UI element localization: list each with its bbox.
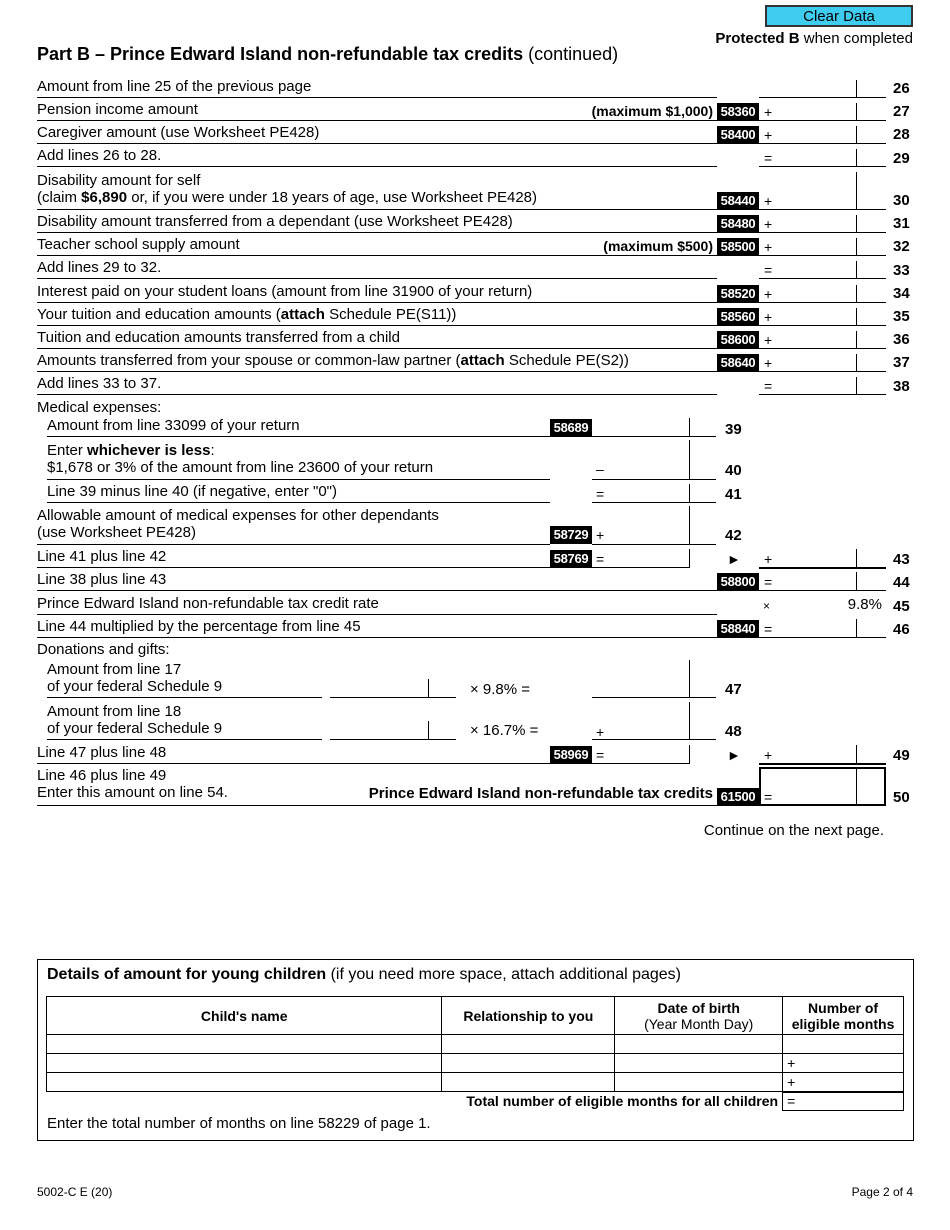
divider [37,590,717,591]
amount-underline [330,739,456,740]
line-49-left-amount-input[interactable] [610,746,688,763]
line-40-label-1 [47,442,215,459]
row-op: + [787,1055,796,1071]
line-50-amount-input[interactable] [776,786,855,803]
divider [37,394,717,395]
table-row [47,1073,904,1092]
line-35-label-c: Schedule PE(S11)) [324,306,457,323]
line-37-code: 58640 [717,354,759,372]
line-40-label-1b: whichever is less [87,442,211,459]
line-48-label-1: Amount from line 18 [47,703,182,720]
line-34-amount-input[interactable] [776,285,855,302]
line-30-label-2c: or, if you were under 18 years of age, use Worksheet PE428) [127,189,538,206]
young-children-title [47,966,681,984]
line-35-label [37,306,456,323]
line-36-label: Tuition and education amounts transferred from a child [37,329,400,346]
line-30-label-2b: $6,890 [81,189,128,206]
col-child-name: Child's name [47,997,442,1035]
line-27-code: 58360 [717,103,759,121]
divider [37,544,550,545]
divider [856,549,857,568]
line-26-amount-input[interactable] [760,80,855,97]
line-33-label: Add lines 29 to 32. [37,259,162,276]
divider [37,97,717,98]
amount-underline [592,502,716,503]
line-49-label: Line 47 plus line 48 [37,744,167,761]
line-30-op: + [764,193,773,209]
line-33-number: 33 [893,262,910,279]
line-48-amount-input[interactable] [610,722,688,739]
divider [689,745,690,764]
line-50-label-2: Enter this amount on line 54. [37,784,228,801]
line-30-number: 30 [893,192,910,209]
divider [689,549,690,568]
amount-underline [330,697,456,698]
col-months-1: Number of [808,999,879,1016]
col-months-2: eligible months [791,1015,895,1032]
line-26-label: Amount from line 25 of the previous page [37,78,312,95]
amount-underline [759,143,886,144]
divider [37,637,717,638]
divider [856,103,857,121]
line-40-amount-input[interactable] [610,462,688,479]
divider [856,149,857,167]
relationship-cell[interactable] [442,1035,615,1054]
line-36-number: 36 [893,331,910,348]
amount-underline [759,232,886,233]
line-32-amount-input[interactable] [776,238,855,255]
protected-notice [715,30,913,47]
divider [856,308,857,326]
line-49-op2: + [764,747,773,763]
divider [37,120,717,121]
line-45-number: 45 [893,598,910,615]
line-35-number: 35 [893,308,910,325]
divider [37,302,717,303]
divider [689,440,690,480]
divider [856,572,857,591]
line-27-label: Pension income amount [37,101,198,118]
divider [689,702,690,740]
line-35-label-a: Your tuition and education amounts ( [37,306,281,323]
divider [689,418,690,437]
form-id: 5002-C E (20) [37,1185,113,1199]
amount-underline [592,479,716,480]
line-42-amount-input[interactable] [610,527,688,544]
divider [47,436,550,437]
line-45-op: × [763,599,771,613]
amount-underline [759,371,886,372]
young-children-title-rest: (if you need more space, attach additional pages) [326,966,682,983]
line-31-amount-input[interactable] [776,215,855,232]
line-47-number: 47 [725,681,742,698]
line-44-amount-input[interactable] [776,573,855,590]
arrow-right-icon: ► [727,551,741,567]
line-45-label: Prince Edward Island non-refundable tax credit rate [37,595,379,612]
line-26-number: 26 [893,80,910,97]
line-35-code: 58560 [717,308,759,326]
divider [689,660,690,698]
line-48-multiplier: × 16.7% = [470,722,539,739]
divider [37,325,717,326]
line-46-amount-input[interactable] [776,620,855,637]
line-42-op: + [596,527,605,543]
amount-underline [759,166,886,167]
line-40-label-2: $1,678 or 3% of the amount from line 23600 of your return [47,459,434,476]
line-30-label-2 [37,189,537,206]
line-48-number: 48 [725,723,742,740]
amount-underline [759,325,886,326]
amount-underline [759,97,886,98]
amount-underline [592,544,716,545]
amount-underline [592,697,716,698]
line-35-label-b: attach [280,306,325,323]
line-37-label-c: Schedule PE(S2)) [504,352,629,369]
line-28-code: 58400 [717,126,759,144]
divider [856,331,857,349]
line-40-label-1c: : [210,442,215,459]
amount-underline [759,567,886,569]
line-28-label: Caregiver amount (use Worksheet PE428) [37,124,320,141]
line-44-number: 44 [893,574,910,591]
divider [37,232,717,233]
line-40-label-1a: Enter [47,442,88,459]
line-34-op: + [764,286,773,302]
line-28-amount-input[interactable] [776,126,855,143]
amount-underline [592,436,716,437]
line-49-amount-input[interactable] [776,746,855,763]
col-dob-sub: (Year Month Day) [644,1015,754,1032]
amount-underline [592,567,689,568]
line-28-number: 28 [893,126,910,143]
divider [37,278,717,279]
dob-cell[interactable] [615,1054,783,1073]
line-27-op: + [764,104,773,120]
line-32-code: 58500 [717,238,759,256]
line-31-number: 31 [893,215,910,232]
amount-underline [759,278,886,279]
line-38-number: 38 [893,378,910,395]
line-40-number: 40 [725,462,742,479]
divider [856,377,857,395]
col-date-of-birth [615,997,783,1035]
col-relationship: Relationship to you [442,997,615,1035]
line-45-rate: 9.8% [847,596,882,613]
line-42-label-2: (use Worksheet PE428) [37,524,196,541]
amount-underline [759,763,886,765]
dob-cell[interactable] [615,1035,783,1054]
line-43-number: 43 [893,551,910,568]
line-29-number: 29 [893,150,910,167]
young-children-title-bold: Details of amount for young children [47,966,327,983]
divider [856,126,857,144]
line-47-label-1: Amount from line 17 [47,661,182,678]
row-op: + [787,1073,796,1090]
amount-underline [759,348,886,349]
divider [37,614,717,615]
child-name-cell[interactable] [47,1073,442,1092]
divider [689,506,690,545]
divider [37,166,717,167]
months-cell[interactable] [783,1054,904,1073]
line-42-code: 58729 [550,526,592,544]
line-39-label: Amount from line 33099 of your return [47,417,300,434]
divider [428,679,429,698]
table-row [47,1054,904,1073]
divider [856,80,857,98]
continue-note: Continue on the next page. [703,822,884,839]
line-39-code: 58689 [550,419,592,437]
line-27-number: 27 [893,103,910,120]
line-47-donation-input[interactable] [348,680,427,697]
total-row [47,1092,904,1111]
line-31-label: Disability amount transferred from a dependant (use Worksheet PE428) [37,213,513,230]
divider [37,567,550,568]
line-42-label-1: Allowable amount of medical expenses for other dependants [37,507,439,524]
donations-heading: Donations and gifts: [37,641,170,658]
amount-underline [759,255,886,256]
line-43-op: = [596,551,605,567]
line-37-op: + [764,355,773,371]
line-37-label [37,352,629,369]
arrow-right-icon: ► [727,747,741,763]
title-rest: (continued) [523,44,619,64]
line-35-op: + [764,309,773,325]
divider [37,348,717,349]
young-children-footer-note: Enter the total number of months on line 58229 of page 1. [47,1115,431,1132]
divider [37,209,717,210]
total-months-label: Total number of eligible months for all children [47,1092,783,1111]
line-38-amount-input[interactable] [776,377,855,394]
line-41-label: Line 39 minus line 40 (if negative, enter "0") [47,483,337,500]
line-37-label-b: attach [460,352,505,369]
page-title [37,44,618,64]
line-49-code: 58969 [550,746,592,764]
divider [856,745,857,764]
line-29-label: Add lines 26 to 28. [37,147,162,164]
line-39-amount-input[interactable] [610,419,688,436]
line-47-multiplier: × 9.8% = [470,681,531,698]
amount-underline [759,209,886,210]
line-46-code: 58840 [717,620,759,638]
line-49-number: 49 [893,747,910,764]
line-32-op: + [764,239,773,255]
dob-cell[interactable] [615,1073,783,1092]
line-50-label-1: Line 46 plus line 49 [37,767,167,784]
line-47-label-2: of your federal Schedule 9 [47,678,223,695]
divider [47,502,550,503]
line-46-number: 46 [893,621,910,638]
amount-underline [759,120,886,121]
protected-rest: when completed [799,30,913,47]
amount-underline [759,637,886,638]
line-33-amount-input[interactable] [776,261,855,278]
divider [47,479,550,480]
amount-underline [759,302,886,303]
line-50-code: 61500 [717,788,759,806]
medical-heading: Medical expenses: [37,399,162,416]
divider [37,255,717,256]
divider [856,238,857,256]
line-36-amount-input[interactable] [776,331,855,348]
line-50-total-label: Prince Edward Island non-refundable tax credits [368,785,713,802]
table-row [47,1035,904,1054]
divider [47,697,322,698]
line-38-op: = [764,378,773,394]
line-48-label-2: of your federal Schedule 9 [47,720,223,737]
divider [856,285,857,303]
divider [37,371,717,372]
divider [856,619,857,638]
relationship-cell[interactable] [442,1054,615,1073]
divider [856,769,857,804]
months-cell[interactable] [783,1035,904,1054]
divider [37,143,717,144]
line-48-op: + [596,724,605,740]
line-43-code: 58769 [550,550,592,568]
line-30-label-2a: (claim [37,189,82,206]
line-30-label-1: Disability amount for self [37,172,201,189]
line-48-donation-input[interactable] [348,722,427,739]
line-38-label: Add lines 33 to 37. [37,375,162,392]
line-34-label: Interest paid on your student loans (amount from line 31900 of your return) [37,283,533,300]
line-43-op2: + [764,551,773,567]
total-op: = [787,1093,796,1110]
relationship-cell[interactable] [442,1073,615,1092]
line-39-number: 39 [725,421,742,438]
line-27-amount-input[interactable] [776,103,855,120]
table-header-row [47,997,904,1035]
line-50-number: 50 [893,789,910,806]
line-32-number: 32 [893,238,910,255]
child-name-cell[interactable] [47,1035,442,1054]
divider [856,172,857,210]
line-44-code: 58800 [717,573,759,591]
line-34-code: 58520 [717,285,759,303]
line-30-amount-input[interactable] [776,192,855,209]
line-44-op: = [764,574,773,590]
line-30-code: 58440 [717,192,759,210]
total-months-cell[interactable] [783,1092,904,1111]
col-eligible-months [783,997,904,1035]
divider [856,261,857,279]
line-29-op: = [764,150,773,166]
line-49-op: = [596,747,605,763]
line-28-op: + [764,127,773,143]
line-41-amount-input[interactable] [610,485,688,502]
line-31-op: + [764,216,773,232]
months-cell[interactable] [783,1073,904,1092]
line-37-number: 37 [893,354,910,371]
line-37-label-a: Amounts transferred from your spouse or common-law partner ( [37,352,461,369]
line-37-amount-input[interactable] [776,354,855,371]
divider [37,763,550,764]
divider [856,354,857,372]
line-43-left-amount-input[interactable] [610,550,688,567]
line-43-amount-input[interactable] [776,550,855,567]
amount-underline [592,763,689,764]
line-36-code: 58600 [717,331,759,349]
line-27-max-note: (maximum $1,000) [591,103,713,119]
line-47-amount-input[interactable] [610,680,688,697]
line-34-number: 34 [893,285,910,302]
divider [428,721,429,740]
divider [856,215,857,233]
clear-data-button[interactable]: Clear Data [765,5,913,27]
amount-underline [592,739,716,740]
amount-underline [759,394,886,395]
line-32-label: Teacher school supply amount [37,236,240,253]
line-31-code: 58480 [717,215,759,233]
young-children-table [46,996,904,1111]
line-29-amount-input[interactable] [776,149,855,166]
title-bold: Part B – Prince Edward Island non-refundable tax credits [37,44,524,64]
col-dob-label: Date of birth [657,999,740,1016]
page-number: Page 2 of 4 [851,1185,913,1199]
protected-label: Protected B [715,30,800,47]
divider [689,484,690,503]
amount-underline [759,590,886,591]
line-46-op: = [764,621,773,637]
divider [47,739,322,740]
child-name-cell[interactable] [47,1054,442,1073]
line-41-number: 41 [725,486,742,503]
divider [37,805,717,806]
line-32-max-note: (maximum $500) [603,238,713,254]
line-41-op: = [596,486,605,502]
line-43-label: Line 41 plus line 42 [37,548,167,565]
line-42-number: 42 [725,527,742,544]
line-36-op: + [764,332,773,348]
line-50-op: = [764,789,773,805]
line-46-label: Line 44 multiplied by the percentage from line 45 [37,618,361,635]
line-35-amount-input[interactable] [776,308,855,325]
line-33-op: = [764,262,773,278]
line-40-op: – [596,461,604,477]
line-44-label: Line 38 plus line 43 [37,571,167,588]
